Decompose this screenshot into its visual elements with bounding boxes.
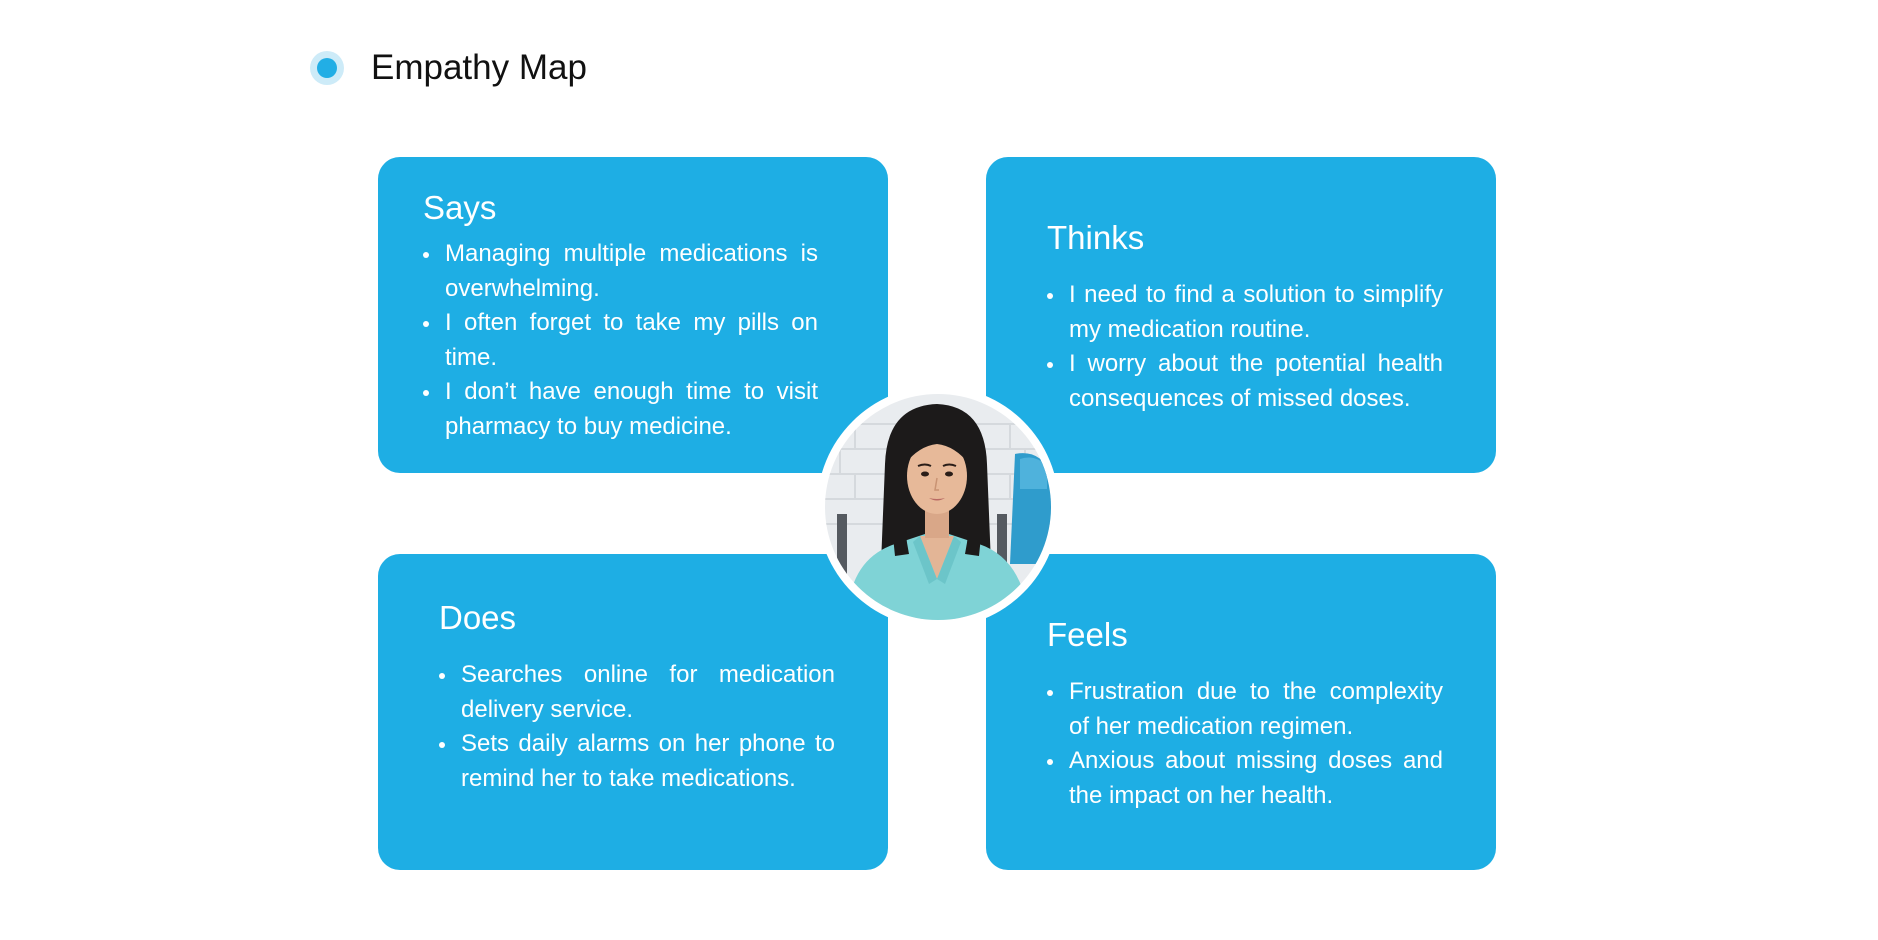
thinks-card [986,157,1496,473]
says-list [422,237,818,444]
does-card [378,554,888,870]
does-list [438,658,835,796]
thinks-item: I worry about the potential health consequences of missed doses. [1046,347,1443,416]
feels-title: Feels [1047,616,1128,653]
says-title: Says [423,189,497,226]
feels-card [986,554,1496,870]
thinks-title: Thinks [1047,219,1145,256]
says-item: I often forget to take my pills on time. [422,306,818,375]
does-item: Sets daily alarms on her phone to remind her to take medications. [438,727,835,796]
user-photo-avatar-icon [825,394,1051,620]
page-title: Empathy Map [371,48,587,87]
says-item: I don’t have enough time to visit pharmacy to buy medicine. [422,375,818,444]
bullet-dot-icon [317,58,337,78]
thinks-list [1046,278,1443,416]
thinks-item: I need to find a solution to simplify my medication routine. [1046,278,1443,347]
says-card [378,157,888,473]
feels-list [1046,675,1443,813]
page-header [310,48,587,88]
feels-item: Frustration due to the complexity of her medication regimen. [1046,675,1443,744]
persona-avatar [817,386,1059,628]
does-item: Searches online for medication delivery service. [438,658,835,727]
says-item: Managing multiple medications is overwhelming. [422,237,818,306]
does-title: Does [439,599,517,636]
feels-item: Anxious about missing doses and the impact on her health. [1046,744,1443,813]
